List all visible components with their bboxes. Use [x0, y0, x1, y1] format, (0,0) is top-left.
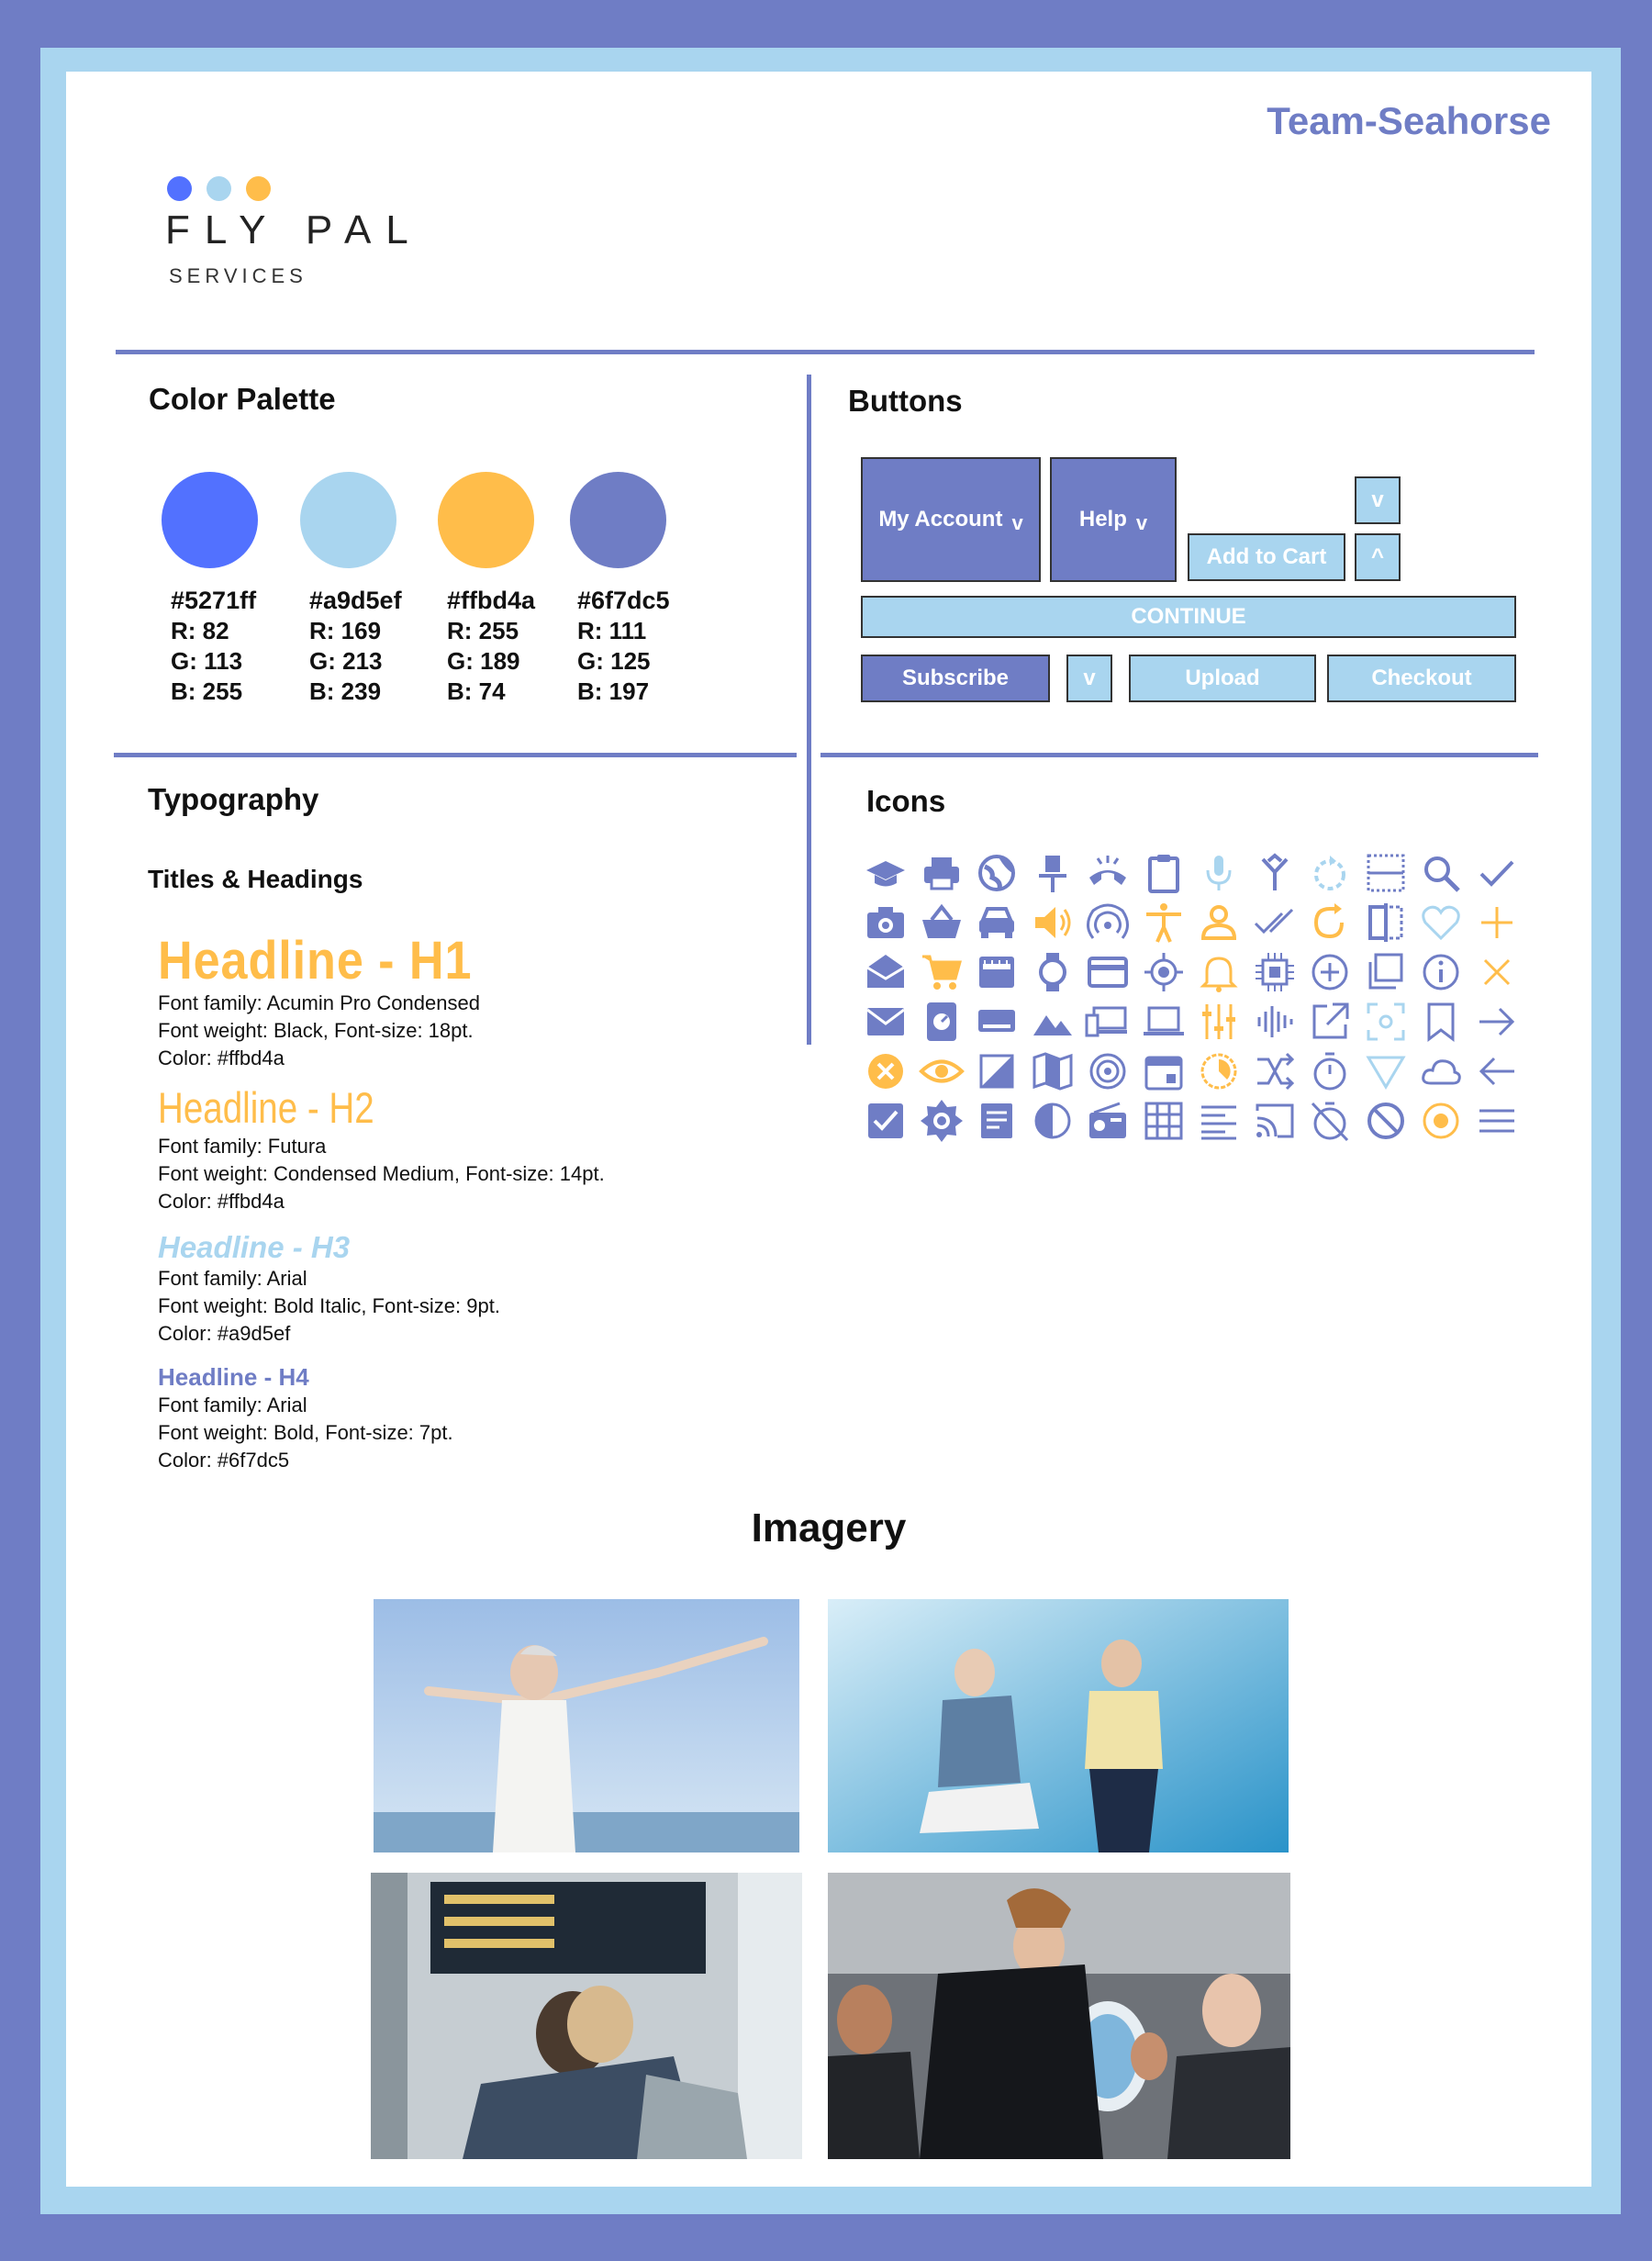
- arrow-left-icon: [1474, 1048, 1520, 1094]
- align-left-icon: [1196, 1098, 1242, 1144]
- timer-icon: [1307, 1048, 1353, 1094]
- h2-spec: [158, 1083, 605, 1215]
- watch-icon: [1030, 949, 1076, 995]
- h1-family: Font family: Acumin Pro Condensed: [158, 991, 480, 1014]
- gradient-icon: [974, 1048, 1020, 1094]
- chip-icon: [1252, 949, 1298, 995]
- swatch-circle: [438, 472, 534, 568]
- h3-spec: [158, 1230, 500, 1348]
- swatch-hex: #6f7dc5: [577, 587, 670, 614]
- swatch-info: [309, 586, 402, 707]
- chevron-up-button[interactable]: [1355, 533, 1401, 581]
- accessibility-icon: [1141, 900, 1187, 946]
- person-icon: [1196, 900, 1242, 946]
- call-end-icon: [1085, 850, 1131, 896]
- swatch-circle: [300, 472, 396, 568]
- swatch-circle: [570, 472, 666, 568]
- add-circle-icon: [1307, 949, 1353, 995]
- chevron-down-icon: v: [1083, 666, 1096, 690]
- upload-button[interactable]: [1129, 655, 1316, 702]
- timelapse-icon: [1196, 1048, 1242, 1094]
- radio-button-icon: [1418, 1098, 1464, 1144]
- seniors-jumping-sky-photo: [828, 1599, 1289, 1852]
- equalizer-icon: [1252, 999, 1298, 1045]
- swatch-info: [447, 586, 535, 707]
- team-name: Team-Seahorse: [1267, 99, 1551, 142]
- swatch-r: R: 111: [577, 617, 647, 644]
- my-account-button[interactable]: [861, 457, 1041, 582]
- h4-spec: [158, 1362, 453, 1474]
- printer-icon: [919, 850, 965, 896]
- event-icon: [1141, 1048, 1187, 1094]
- tablet-icon: [919, 999, 965, 1045]
- h1-color: Color: #ffbd4a: [158, 1047, 285, 1069]
- palette-divider: [114, 753, 797, 757]
- swatch-r: R: 169: [309, 617, 382, 644]
- copy-icon: [1363, 949, 1409, 995]
- globe-icon: [974, 850, 1020, 896]
- map-icon: [1030, 1048, 1076, 1094]
- upload-label: Upload: [1185, 666, 1260, 690]
- volume-icon: [1030, 900, 1076, 946]
- checkbox-icon: [863, 1098, 909, 1144]
- swatch-b: B: 197: [577, 677, 650, 705]
- eye-icon: [919, 1048, 965, 1094]
- checkout-label: Checkout: [1371, 666, 1472, 690]
- h2-weight: Font weight: Condensed Medium, Font-size: 14pt.: [158, 1162, 605, 1185]
- h3-weight: Font weight: Bold Italic, Font-size: 9pt.: [158, 1294, 500, 1317]
- camera-icon: [863, 900, 909, 946]
- swatch-info: [577, 586, 670, 707]
- search-icon: [1418, 850, 1464, 896]
- cloud-icon: [1418, 1048, 1464, 1094]
- logo-dot: [246, 176, 271, 201]
- buttons-divider: [820, 753, 1538, 757]
- add-to-cart-label: Add to Cart: [1206, 544, 1327, 569]
- my-account-label: My Account: [878, 507, 1003, 532]
- mail-icon: [863, 999, 909, 1045]
- cast-icon: [1252, 1098, 1298, 1144]
- arrow-right-icon: [1474, 999, 1520, 1045]
- chevron-up-icon: ^: [1370, 544, 1384, 569]
- signal-icon: [1085, 900, 1131, 946]
- swatch-b: B: 74: [447, 677, 506, 705]
- buttons-title: Buttons: [848, 384, 963, 418]
- swatch-b: B: 239: [309, 677, 382, 705]
- column-divider: [807, 375, 811, 1045]
- imagery-title: Imagery: [751, 1505, 907, 1550]
- continue-button[interactable]: [861, 596, 1516, 638]
- radio-icon: [1085, 1098, 1131, 1144]
- logo-dot: [167, 176, 192, 201]
- gps-icon: [1141, 949, 1187, 995]
- h4-color: Color: #6f7dc5: [158, 1449, 290, 1472]
- swatch-info: [171, 586, 256, 707]
- tune-icon: [1196, 999, 1242, 1045]
- h2-sample: Headline - H2: [158, 1083, 374, 1132]
- dock-icon: [974, 999, 1020, 1045]
- style-guide-sheet: [66, 72, 1591, 2187]
- brightness-icon: [919, 1098, 965, 1144]
- swatch-g: G: 113: [171, 647, 243, 675]
- table-icon: [1141, 1098, 1187, 1144]
- car-icon: [974, 900, 1020, 946]
- help-label: Help: [1078, 507, 1127, 532]
- calendar-card-icon: [974, 949, 1020, 995]
- swatch-hex: #a9d5ef: [309, 587, 402, 614]
- dropdown-button[interactable]: [1066, 655, 1112, 702]
- h3-family: Font family: Arial: [158, 1267, 307, 1290]
- refresh-dashed-icon: [1307, 850, 1353, 896]
- subscribe-label: Subscribe: [901, 666, 1010, 690]
- checkout-button[interactable]: [1327, 655, 1516, 702]
- basket-icon: [919, 900, 965, 946]
- typography-subtitle: Titles & Headings: [148, 865, 363, 893]
- article-icon: [974, 1098, 1020, 1144]
- open-external-icon: [1307, 999, 1353, 1045]
- h4-family: Font family: Arial: [158, 1394, 307, 1416]
- couple-hugging-airport-photo: [371, 1873, 802, 2159]
- h1-weight: Font weight: Black, Font-size: 18pt.: [158, 1019, 474, 1042]
- cart-icon: [919, 949, 965, 995]
- h1-sample: Headline - H1: [158, 931, 473, 991]
- microphone-icon: [1196, 850, 1242, 896]
- close-icon: [1474, 949, 1520, 995]
- landscape-icon: [1030, 999, 1076, 1045]
- swatch-g: G: 189: [447, 647, 520, 675]
- chevron-down-icon: v: [1011, 511, 1023, 534]
- icons-title: Icons: [866, 784, 946, 818]
- timer-off-icon: [1307, 1098, 1353, 1144]
- heart-icon: [1418, 900, 1464, 946]
- swatch-g: G: 125: [577, 647, 651, 675]
- h1-spec: [158, 933, 507, 1072]
- h4-sample: Headline - H4: [158, 1363, 309, 1391]
- compare-icon: [1363, 900, 1409, 946]
- woman-arms-outstretched-beach-photo: [374, 1599, 799, 1852]
- devices-icon: [1085, 999, 1131, 1045]
- center-focus-icon: [1363, 999, 1409, 1045]
- shuffle-icon: [1252, 1048, 1298, 1094]
- h4-weight: Font weight: Bold, Font-size: 7pt.: [158, 1421, 453, 1444]
- h2-color: Color: #ffbd4a: [158, 1190, 285, 1213]
- h3-sample: Headline - H3: [158, 1230, 351, 1264]
- chevron-down-button[interactable]: [1355, 476, 1401, 524]
- help-button[interactable]: [1050, 457, 1177, 582]
- swatch-circle: [162, 472, 258, 568]
- contrast-icon: [1030, 1098, 1076, 1144]
- open-mail-icon: [863, 949, 909, 995]
- swatch-hex: #ffbd4a: [447, 587, 536, 614]
- menu-icon: [1474, 1098, 1520, 1144]
- merge-icon: [1252, 850, 1298, 896]
- graduation-cap-icon: [863, 850, 909, 896]
- check-icon: [1474, 850, 1520, 896]
- palette-title: Color Palette: [149, 382, 336, 416]
- double-check-icon: [1252, 900, 1298, 946]
- chevron-down-icon: v: [1371, 487, 1384, 512]
- logo-name: FLY PAL: [165, 207, 423, 252]
- info-icon: [1418, 949, 1464, 995]
- logo-dot: [206, 176, 231, 201]
- continue-label: CONTINUE: [1131, 604, 1246, 629]
- swatch-r: R: 255: [447, 617, 519, 644]
- add-to-cart-button[interactable]: [1188, 533, 1345, 581]
- swatch-b: B: 255: [171, 677, 243, 705]
- logo-subtitle: SERVICES: [169, 264, 307, 287]
- bookmark-icon: [1418, 999, 1464, 1045]
- chevron-down-icon: v: [1135, 511, 1148, 534]
- cancel-icon: [863, 1048, 909, 1094]
- subscribe-button[interactable]: [861, 655, 1050, 702]
- credit-card-icon: [1085, 949, 1131, 995]
- redo-icon: [1307, 900, 1353, 946]
- target-icon: [1085, 1048, 1131, 1094]
- header-divider: [116, 350, 1535, 354]
- h3-color: Color: #a9d5ef: [158, 1322, 291, 1345]
- typography-title: Typography: [148, 782, 319, 816]
- h2-family: Font family: Futura: [158, 1135, 327, 1158]
- grid-dots-icon: [1363, 850, 1409, 896]
- plus-icon: [1474, 900, 1520, 946]
- swatch-g: G: 213: [309, 647, 383, 675]
- pin-icon: [1030, 850, 1076, 896]
- flight-attendant-passengers-photo: [828, 1873, 1290, 2159]
- swatch-r: R: 82: [171, 617, 229, 644]
- block-icon: [1363, 1098, 1409, 1144]
- swatch-hex: #5271ff: [171, 587, 257, 614]
- laptop-icon: [1141, 999, 1187, 1045]
- bell-icon: [1196, 949, 1242, 995]
- triangle-down-icon: [1363, 1048, 1409, 1094]
- clipboard-icon: [1141, 850, 1187, 896]
